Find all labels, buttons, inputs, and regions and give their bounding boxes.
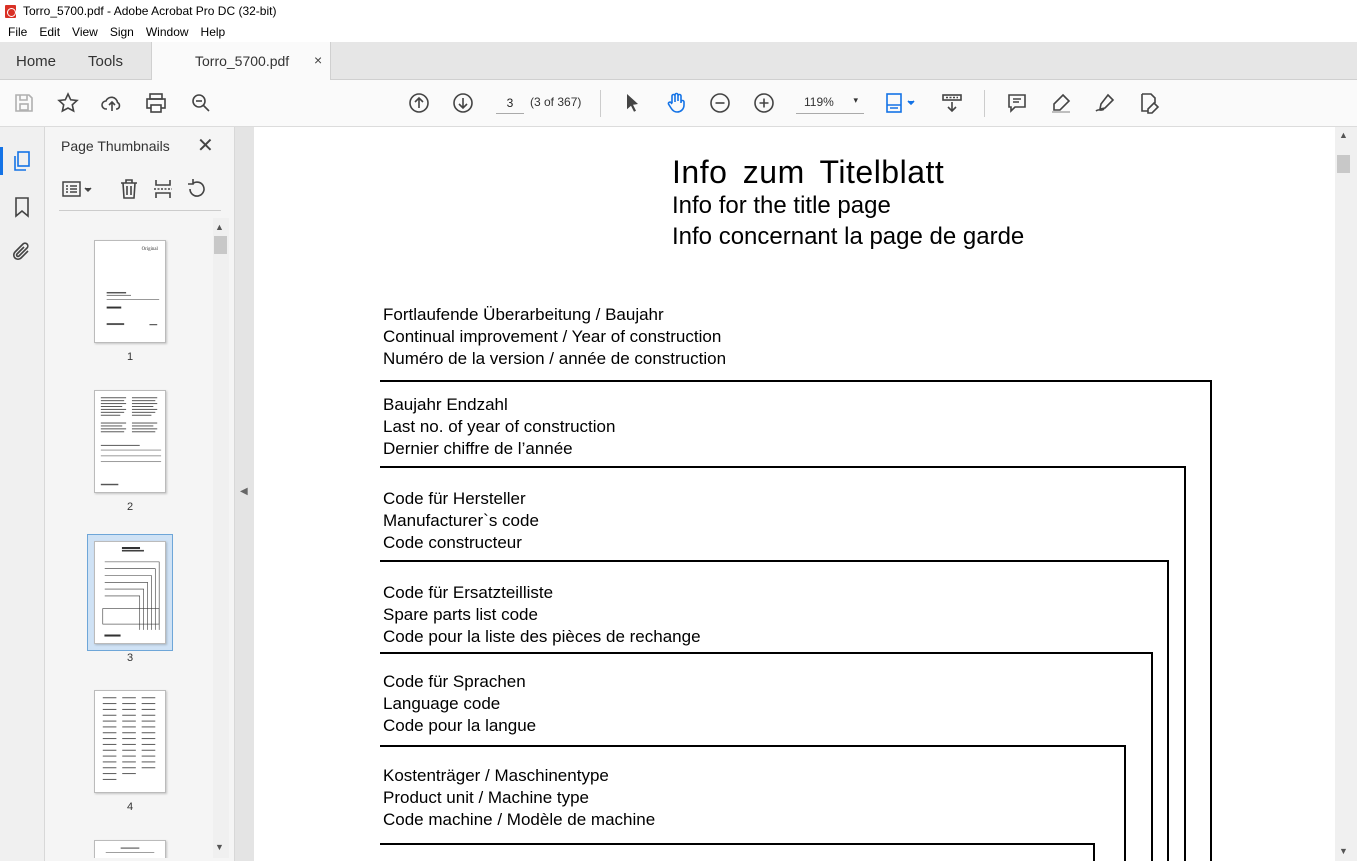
zoom-in-icon[interactable] — [752, 91, 776, 115]
info-block — [383, 671, 536, 737]
toolbar-divider — [600, 90, 601, 117]
find-zoom-icon[interactable] — [189, 91, 213, 115]
tab-bar — [0, 42, 1357, 80]
rail-active-indicator — [0, 147, 3, 175]
close-icon[interactable]: ✕ — [197, 135, 214, 157]
thumbnail-page-4[interactable] — [94, 690, 166, 793]
tab-document-label: Torro_5700.pdf — [195, 53, 290, 69]
previous-page-icon[interactable] — [407, 91, 431, 115]
title-bar — [0, 0, 1357, 22]
bracket-line — [380, 652, 1153, 654]
info-line-en: Language code — [383, 694, 501, 713]
document-scrollbar-thumb[interactable] — [1337, 155, 1350, 173]
acrobat-pdf-icon — [5, 5, 16, 18]
toolbar-divider — [984, 90, 985, 117]
info-line-de: Baujahr Endzahl — [383, 395, 508, 414]
info-line-de: Fortlaufende Überarbeitung / Baujahr — [383, 305, 664, 324]
info-line-de: Code für Ersatzteilliste — [383, 583, 554, 602]
thumbnail-scrollbar-thumb[interactable] — [214, 236, 227, 254]
info-line-en: Continual improvement / Year of construction — [383, 327, 722, 346]
comment-icon[interactable] — [1005, 91, 1029, 115]
info-block — [383, 582, 701, 648]
info-line-de: Code für Hersteller — [383, 489, 526, 508]
tab-document[interactable] — [151, 42, 331, 80]
svg-text:Original: Original — [141, 247, 158, 253]
page-fit-icon[interactable] — [884, 91, 920, 115]
info-line-fr: Code constructeur — [383, 533, 522, 552]
print-icon[interactable] — [144, 91, 168, 115]
panel-divider — [59, 210, 221, 211]
page-count-label: (3 of 367) — [530, 95, 582, 109]
page-heading: Info zum Titelblatt — [672, 154, 945, 190]
zoom-select[interactable] — [796, 92, 864, 114]
tab-home[interactable]: Home — [16, 53, 57, 70]
bracket-line — [380, 466, 1186, 468]
bracket-line — [380, 560, 1169, 562]
info-line-en: Manufacturer`s code — [383, 511, 539, 530]
page-thumbnails-icon[interactable] — [10, 149, 34, 173]
info-block — [383, 394, 615, 460]
tab-close-icon[interactable]: × — [314, 52, 323, 68]
info-line-en: Last no. of year of construction — [383, 417, 616, 436]
info-block — [383, 765, 655, 831]
next-page-icon[interactable] — [451, 91, 475, 115]
cloud-upload-icon[interactable] — [100, 91, 124, 115]
page-number-input[interactable] — [496, 92, 524, 114]
attachment-icon[interactable] — [10, 240, 34, 264]
bookmark-icon[interactable] — [10, 195, 34, 219]
page-subheading-en: Info for the title page — [672, 192, 891, 219]
panel-title: Page Thumbnails — [61, 138, 170, 154]
thumbnail-page-label: 1 — [126, 351, 134, 363]
tab-tools[interactable]: Tools — [88, 53, 124, 70]
scroll-down-arrow-icon[interactable]: ▼ — [215, 842, 224, 852]
fill-sign-icon[interactable] — [1137, 91, 1161, 115]
highlight-icon[interactable] — [1049, 91, 1073, 115]
thumbnail-page-label: 2 — [126, 501, 134, 513]
bracket-line — [380, 380, 1212, 382]
thumbnail-page-2[interactable] — [94, 390, 166, 493]
scroll-down-arrow-icon[interactable]: ▼ — [1339, 846, 1348, 856]
bracket-line — [380, 843, 1095, 845]
menu-file[interactable]: File — [8, 25, 28, 39]
draw-pen-icon[interactable] — [1093, 91, 1117, 115]
scroll-up-arrow-icon[interactable]: ▲ — [215, 222, 224, 232]
bracket-line — [380, 745, 1126, 747]
info-line-de: Kostenträger / Maschinentype — [383, 766, 609, 785]
insert-page-icon[interactable] — [151, 177, 175, 201]
window-title: Torro_5700.pdf - Adobe Acrobat Pro DC (32-bit) — [23, 4, 277, 18]
zoom-out-icon[interactable] — [708, 91, 732, 115]
star-icon[interactable] — [56, 91, 80, 115]
thumbnail-page-3[interactable] — [94, 541, 166, 644]
main-toolbar — [0, 80, 1357, 127]
info-line-fr: Code pour la liste des pièces de rechange — [383, 627, 701, 646]
thumbnail-page-5[interactable] — [94, 840, 166, 858]
save-icon[interactable] — [12, 91, 36, 115]
info-line-fr: Dernier chiffre de l’année — [383, 439, 573, 458]
menu-view[interactable]: View — [72, 25, 98, 39]
delete-icon[interactable] — [117, 177, 141, 201]
bracket-line — [1093, 843, 1095, 861]
scroll-up-arrow-icon[interactable]: ▲ — [1339, 130, 1348, 140]
pdf-page — [254, 127, 1335, 861]
menu-help[interactable]: Help — [200, 25, 226, 39]
scrolling-mode-icon[interactable] — [940, 91, 964, 115]
select-cursor-icon[interactable] — [620, 91, 644, 115]
info-line-fr: Code machine / Modèle de machine — [383, 810, 656, 829]
info-block — [383, 488, 539, 554]
thumbnail-scrollbar[interactable] — [213, 218, 229, 858]
menu-window[interactable]: Window — [145, 25, 189, 39]
menu-edit[interactable]: Edit — [39, 25, 61, 39]
bracket-line — [1124, 745, 1126, 861]
navigation-rail — [0, 127, 45, 861]
bracket-line — [1210, 380, 1212, 861]
page-subheading-fr: Info concernant la page de garde — [672, 223, 1025, 250]
chevron-down-icon: ▾ — [853, 95, 858, 105]
info-block — [383, 304, 726, 370]
menu-bar — [0, 22, 1357, 42]
bracket-line — [1167, 560, 1169, 861]
thumbnail-page-1[interactable] — [94, 240, 166, 343]
bracket-line — [1184, 466, 1186, 861]
info-line-en: Product unit / Machine type — [383, 788, 590, 807]
thumbnail-page-label: 3 — [126, 652, 134, 664]
zoom-value: 119% — [804, 95, 834, 109]
thumbnail-page-label: 4 — [126, 801, 134, 813]
collapse-panel-icon[interactable]: ◀ — [240, 486, 248, 497]
options-menu-icon[interactable] — [61, 177, 95, 201]
document-scrollbar[interactable] — [1335, 127, 1357, 861]
thumbnail-list — [45, 218, 213, 858]
hand-tool-icon[interactable] — [664, 91, 688, 115]
info-line-en: Spare parts list code — [383, 605, 538, 624]
menu-sign[interactable]: Sign — [109, 25, 134, 39]
rotate-icon[interactable] — [185, 177, 209, 201]
bracket-line — [1151, 652, 1153, 861]
info-line-de: Code für Sprachen — [383, 672, 526, 691]
info-line-fr: Code pour la langue — [383, 716, 537, 735]
info-line-fr: Numéro de la version / année de construction — [383, 349, 727, 368]
panel-toolbar — [59, 177, 221, 203]
